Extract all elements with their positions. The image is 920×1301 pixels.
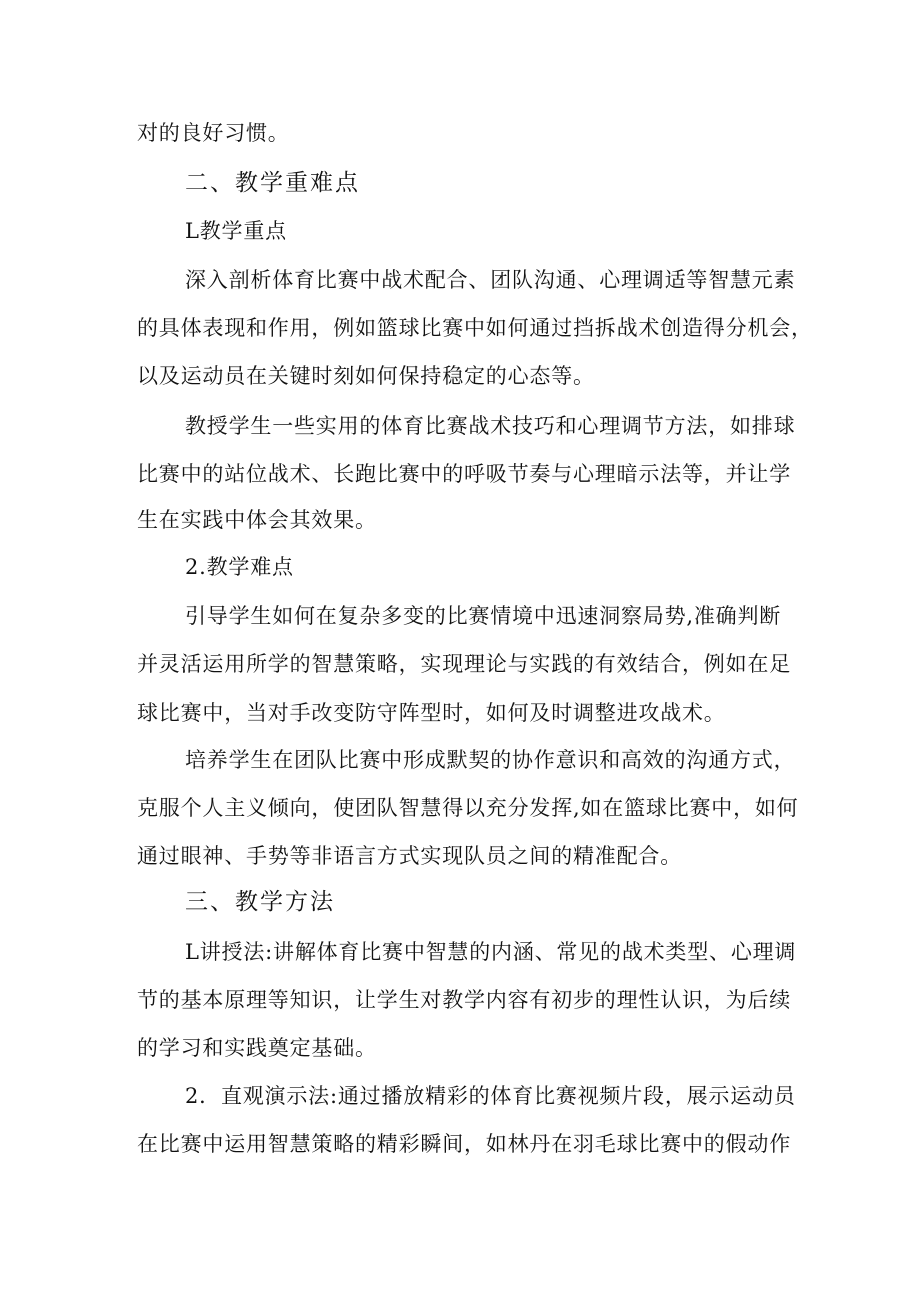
paragraph-line: 培养学生在团队比赛中形成默契的协作意识和高效的沟通方式， [185, 748, 796, 772]
section-heading: 二、教学重难点 [185, 170, 360, 196]
paragraph-line: 以及运动员在关键时刻如何保持稳定的心态等。 [137, 364, 595, 388]
paragraph-line: 教授学生一些实用的体育比赛战术技巧和心理调节方法，如排球 [185, 414, 796, 438]
paragraph-line: 并灵活运用所学的智慧策略，实现理论与实践的有效结合，例如在足 [137, 652, 791, 676]
paragraph-line: 引导学生如何在复杂多变的比赛情境中迅速洞察局势,准确判断 [185, 604, 782, 628]
paragraph-line: 球比赛中，当对手改变防守阵型时，如何及时调整进攻战术。 [137, 701, 726, 725]
paragraph-line: 的具体表现和作用，例如篮球比赛中如何通过挡拆战术创造得分机会， [137, 316, 813, 340]
paragraph-line: 比赛中的站位战术、长跑比赛中的呼吸节奏与心理暗示法等，并让学 [137, 462, 791, 486]
paragraph-line: 的学习和实践奠定基础。 [137, 1036, 377, 1060]
paragraph-line: 2．直观演示法:通过播放精彩的体育比赛视频片段，展示运动员 [185, 1084, 796, 1108]
paragraph-line: 深入剖析体育比赛中战术配合、团队沟通、心理调适等智慧元素 [185, 268, 796, 292]
paragraph-line: 生在实践中体会其效果。 [137, 508, 377, 532]
paragraph-line: 在比赛中运用智慧策略的精彩瞬间，如林丹在羽毛球比赛中的假动作 [137, 1132, 791, 1156]
subsection-heading: L教学重点 [185, 219, 287, 243]
paragraph-line: 节的基本原理等知识，让学生对教学内容有初步的理性认识，为后续 [137, 988, 791, 1012]
paragraph-line: 对的良好习惯。 [137, 121, 290, 145]
paragraph-line: 克服个人主义倾向，使团队智慧得以充分发挥,如在篮球比赛中，如何 [137, 796, 799, 820]
paragraph-line: 通过眼神、手势等非语言方式实现队员之间的精准配合。 [137, 844, 682, 868]
subsection-heading: 2.教学难点 [185, 555, 294, 579]
section-heading: 三、教学方法 [185, 889, 335, 915]
paragraph-line: L讲授法:讲解体育比赛中智慧的内涵、常见的战术类型、心理调 [185, 940, 797, 964]
